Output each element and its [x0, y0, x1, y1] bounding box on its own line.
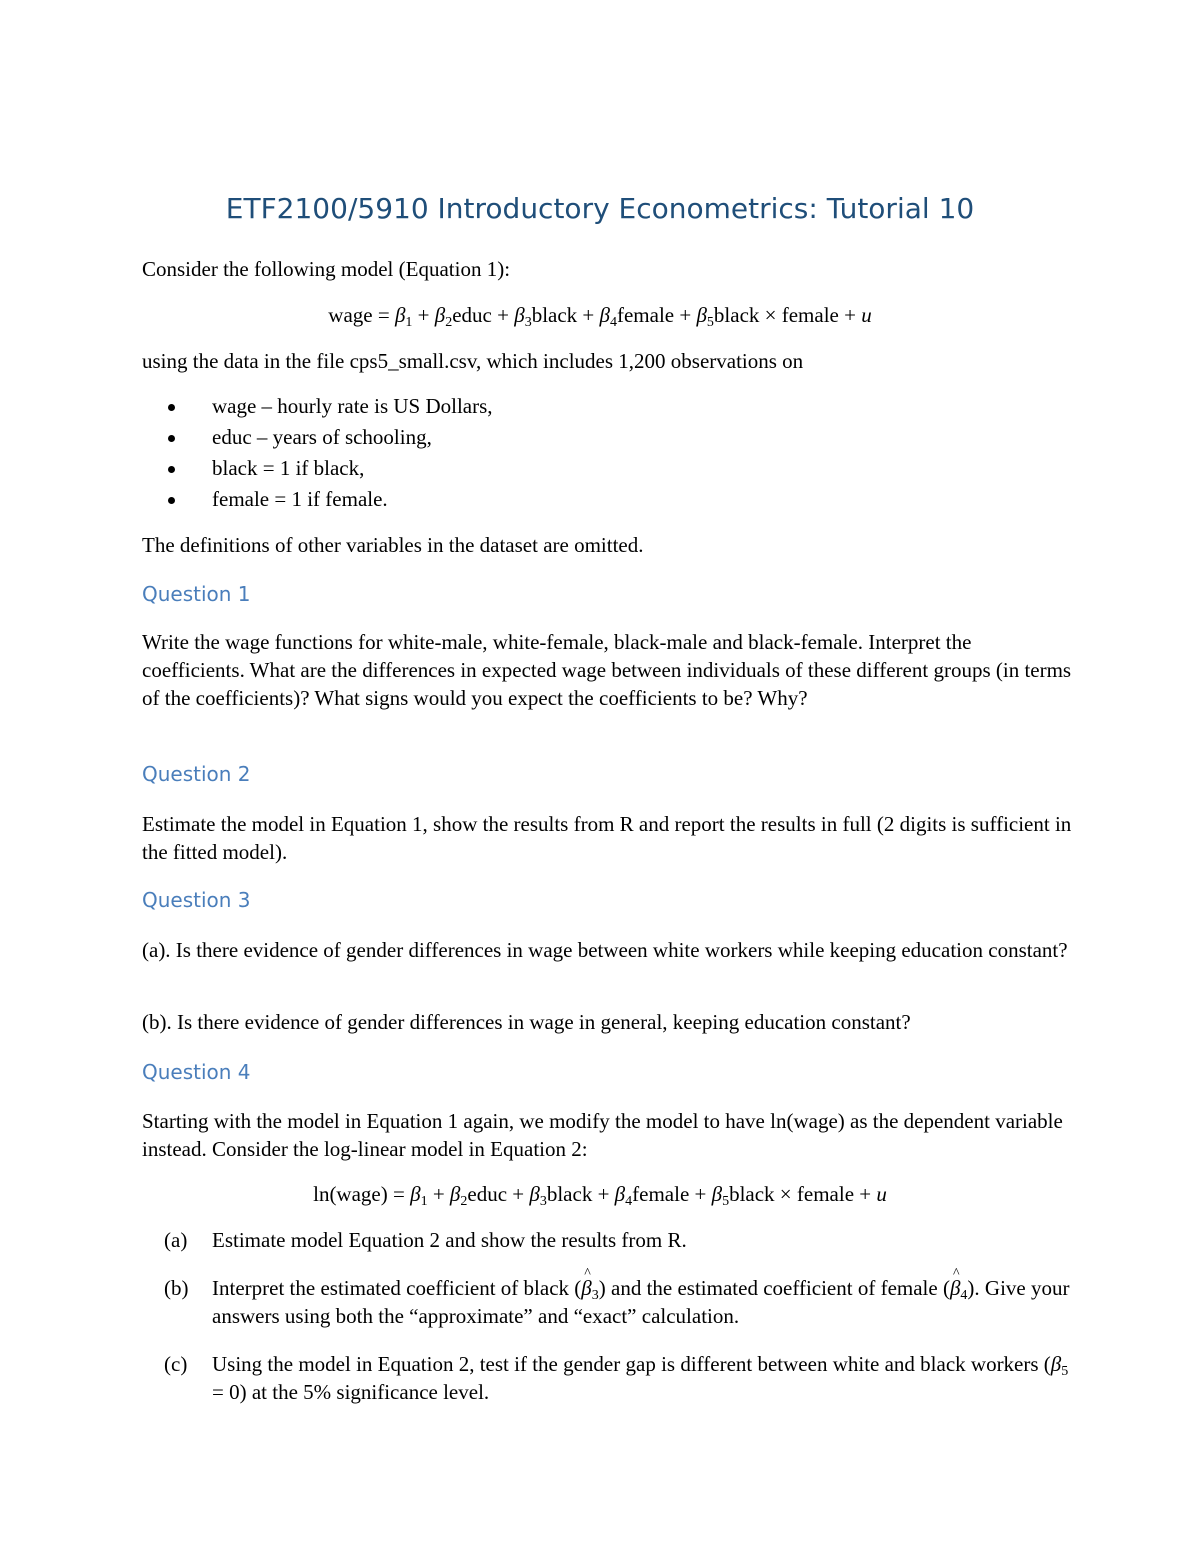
question-2-text: Estimate the model in Equation 1, show the results from R and report the results in full (2 digits is sufficient in the fitted model). [142, 812, 1072, 864]
list-item: (c) Using the model in Equation 2, test if the gender gap is different between white and black workers $(\beta_5 = 0)$ at the 5% significance level. [164, 1352, 1069, 1404]
part-text-1: Using the model in Equation 2, test if the gender gap is different between white and black workers ( [212, 1352, 1051, 1376]
question-3-heading: Question 3 [142, 888, 251, 912]
list-item: educ – years of schooling, [142, 423, 1042, 454]
question-4-parts [142, 1226, 1072, 1406]
list-item [142, 1226, 1072, 1254]
intro-text: Consider the following model (Equation 1): [142, 257, 511, 281]
bullet-icon [168, 466, 175, 473]
question-1-heading: Question 1 [142, 582, 251, 606]
data-intro-text: using the data in the file cps5_small.csv, which includes 1,200 observations on [142, 349, 804, 373]
equation-1-lhs: wage [328, 303, 373, 327]
part-text-2: ) and the estimated coefficient of female ( [598, 1276, 950, 1300]
question-4-heading: Question 4 [142, 1060, 251, 1084]
omitted-note: The definitions of other variables in the dataset are omitted. [142, 533, 644, 557]
bullet-icon [168, 404, 175, 411]
bullet-icon [168, 497, 175, 504]
page-title: ETF2100/5910 Introductory Econometrics: Tutorial 10 [225, 192, 975, 225]
bullet-icon [168, 435, 175, 442]
question-4-text: Starting with the model in Equation 1 again, we modify the model to have ln(wage) as the dependent variable instead. Consider the log-linear model in Equation 2: [142, 1109, 1063, 1161]
list-item: (b) Interpret the estimated coefficient of black (^ $\beta_3$) and the estimated coefficient of female (^ $\beta_4$). Give your answers using both the “approximate” and “exact” calculation. [142, 1274, 1072, 1330]
part-marker: (c) [164, 1352, 188, 1376]
part-text: Estimate model Equation 2 and show the results from R. [212, 1228, 687, 1252]
list-item: black = 1 if black, [142, 454, 1042, 485]
equation-2-lhs: ln(wage) [313, 1182, 388, 1206]
part-text-3: ). Give your answers using both the “approximate” and “exact” calculation. [212, 1276, 1070, 1328]
list-item: wage – hourly rate is US Dollars, [142, 392, 1042, 423]
part-text-2: ) at the 5% significance level. [239, 1380, 490, 1404]
equation-2: ln(wage) = $\beta_1$ + $\beta_2educ$ + $\beta_3black$ + $\beta_4female$ + $\beta_5black$ × female + u [313, 1182, 887, 1209]
part-marker: (a) [164, 1228, 188, 1252]
part-marker: (b) [164, 1276, 189, 1300]
question-1-text: Write the wage functions for white-male, white-female, black-male and black-female. Interpret the coefficients. What are the differences in expected wage between individuals of these different groups (in terms of the coefficients)? What signs would you expect the coefficients to be? Why? [142, 630, 1072, 710]
variable-list [142, 392, 1042, 516]
equation-1: wage = $\beta_1$ + $\beta_2educ$ + $\beta_3black$ + $\beta_4female$ + $\beta_5black$ × female + u [328, 303, 872, 330]
list-item: female = 1 if female. [142, 485, 1042, 516]
question-2-heading: Question 2 [142, 762, 251, 786]
question-3b-text: (b). Is there evidence of gender differences in wage in general, keeping education constant? [142, 1010, 911, 1034]
question-3a-text: (a). Is there evidence of gender differences in wage between white workers while keeping education constant? [142, 938, 1068, 962]
part-text-1: Interpret the estimated coefficient of black ( [212, 1276, 582, 1300]
